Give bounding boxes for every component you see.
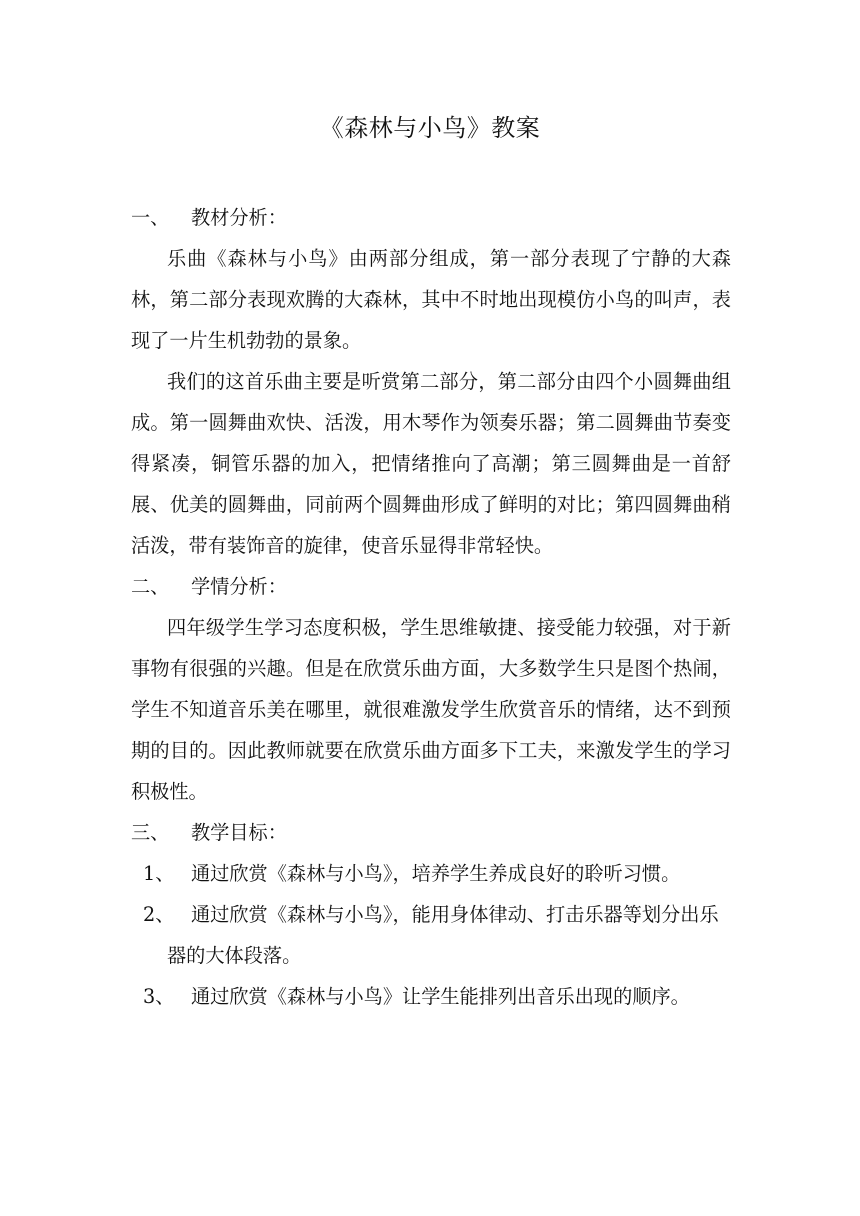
list-item: [131, 976, 731, 1017]
section-number: 一、: [131, 206, 170, 229]
list-item-text: 通过欣赏《森林与小鸟》，能用身体律动、打击乐器等划分出乐器的大体段落。: [167, 903, 719, 967]
section-number: 三、: [131, 821, 170, 844]
list-item-text: 通过欣赏《森林与小鸟》让学生能排列出音乐出现的顺序。: [191, 985, 690, 1008]
section-title: 教材分析：: [191, 206, 287, 229]
list-item-number: 3、: [143, 985, 175, 1008]
list-item: [131, 894, 731, 976]
document-body: [131, 197, 731, 1017]
paragraph: 乐曲《森林与小鸟》由两部分组成，第一部分表现了宁静的大森林，第二部分表现欢腾的大森林，其中不时地出现模仿小鸟的叫声，表现了一片生机勃勃的景象。: [131, 247, 731, 352]
paragraph: 四年级学生学习态度积极，学生思维敏捷、接受能力较强，对于新事物有很强的兴趣。但是在欣赏乐曲方面，大多数学生只是图个热闹，学生不知道音乐美在哪里，就很难激发学生欣赏音乐的情绪，达不到预期的目的。因此教师就要在欣赏乐曲方面多下工夫，来激发学生的学习积极性。: [131, 616, 731, 803]
paragraph: 我们的这首乐曲主要是听赏第二部分，第二部分由四个小圆舞曲组成。第一圆舞曲欢快、活泼，用木琴作为领奏乐器；第二圆舞曲节奏变得紧凑，铜管乐器的加入，把情绪推向了高潮；第三圆舞曲是一首舒展、优美的圆舞曲，同前两个圆舞曲形成了鲜明的对比；第四圆舞曲稍活泼，带有装饰音的旋律，使音乐显得非常轻快。: [131, 370, 731, 557]
list-item-text: 通过欣赏《森林与小鸟》，培养学生养成良好的聆听习惯。: [191, 862, 681, 885]
section-title: 教学目标：: [191, 821, 287, 844]
document-title: 《森林与小鸟》教案: [319, 114, 541, 142]
list-item: [131, 853, 731, 894]
section-heading-3: [131, 812, 731, 853]
list-item-number: 2、: [143, 903, 175, 926]
list-item-number: 1、: [143, 862, 175, 885]
section-title: 学情分析：: [191, 575, 287, 598]
section-heading-2: [131, 566, 731, 607]
section-number: 二、: [131, 575, 170, 598]
section-heading-1: [131, 197, 731, 238]
